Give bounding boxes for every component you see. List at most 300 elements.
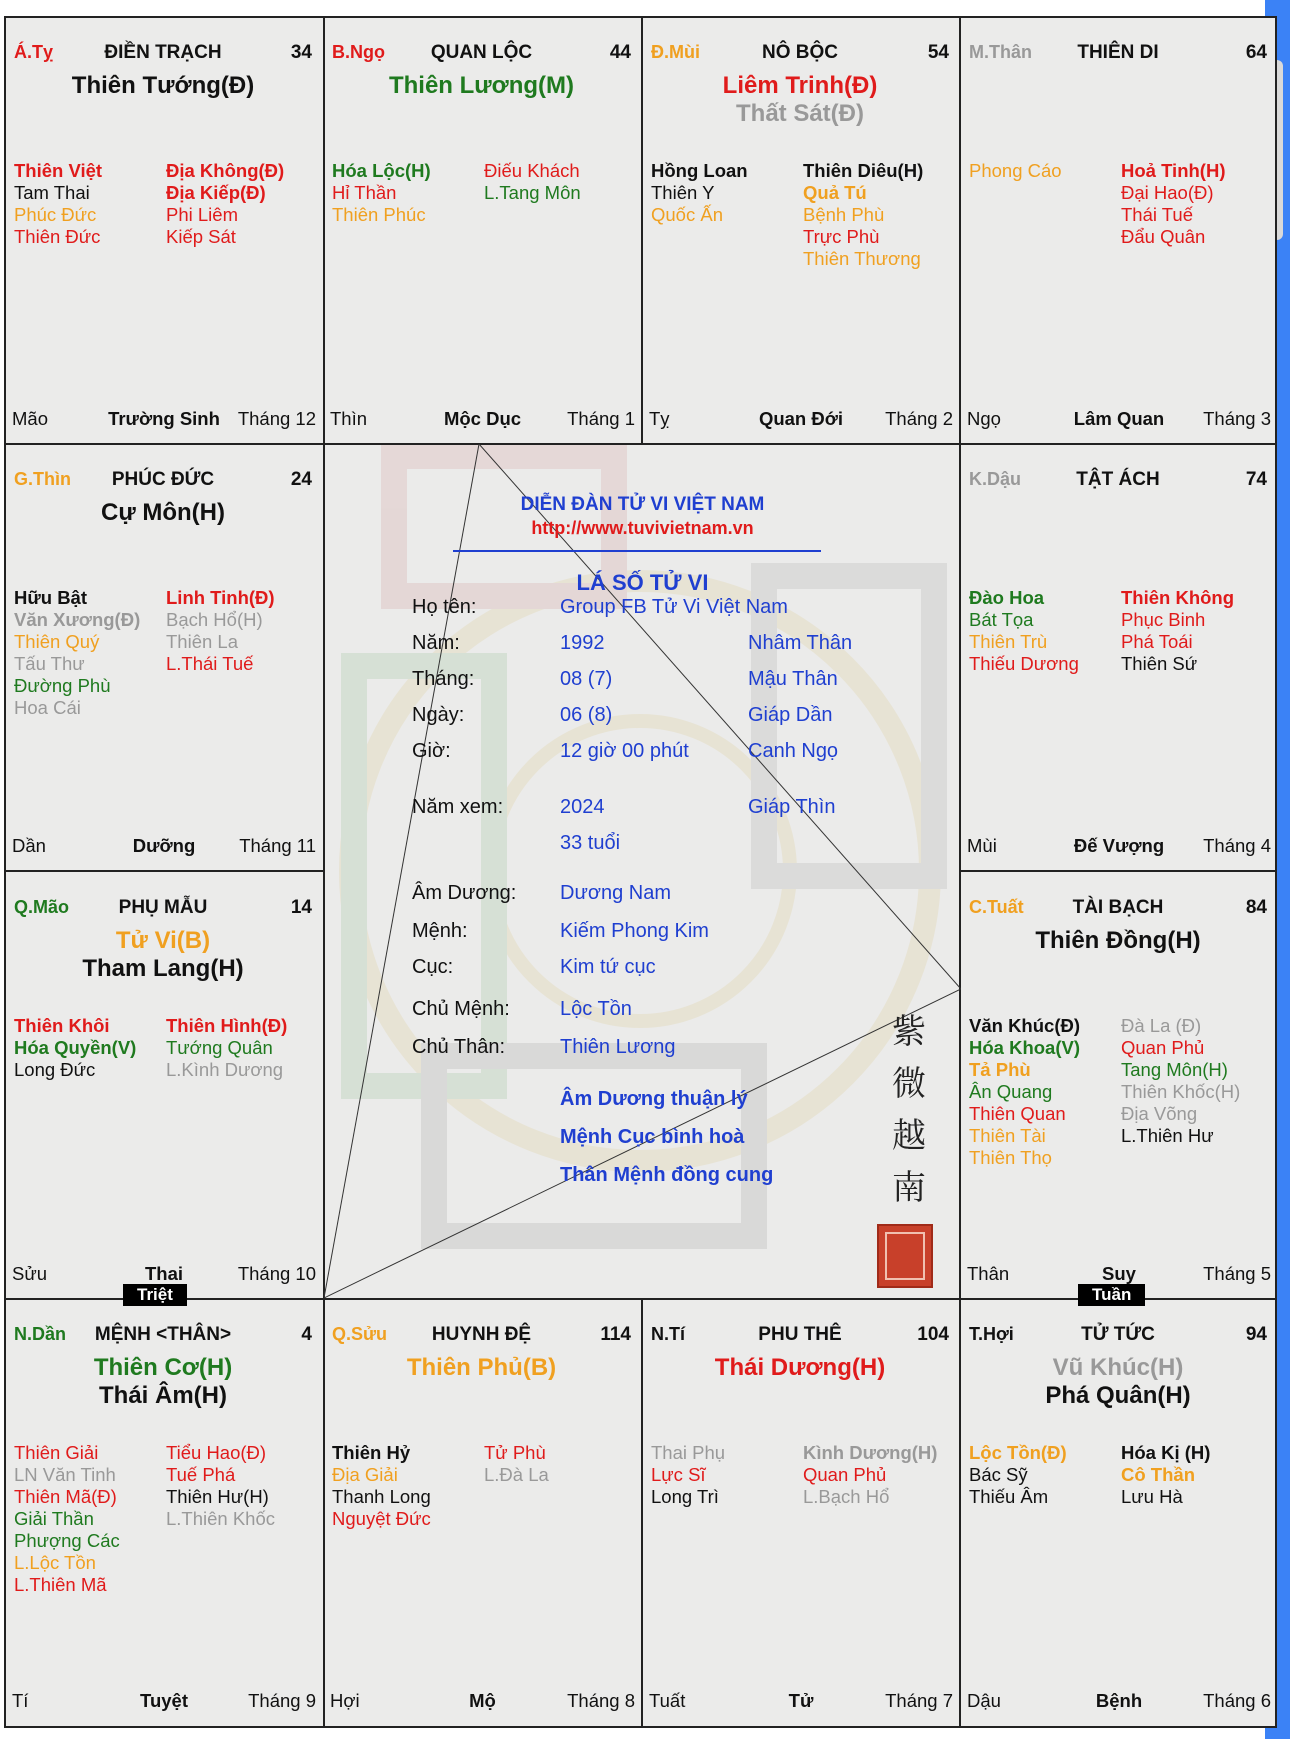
minor-star: Thiên Khôi <box>14 1015 110 1036</box>
palace-number: 74 <box>1245 469 1267 490</box>
minor-star: Phong Cáo <box>969 160 1062 181</box>
minor-star: Thiên Khốc(H) <box>1121 1081 1241 1102</box>
info-label: Mệnh: <box>412 920 468 942</box>
minor-stars-left <box>332 1442 431 1530</box>
main-star: Liêm Trinh(Đ) <box>722 72 878 99</box>
chart-title: LÁ SỐ TỬ VI <box>576 570 709 595</box>
main-star: Thái Âm(H) <box>99 1382 227 1409</box>
minor-star: Thiên Trù <box>969 631 1048 652</box>
life-stage: Suy <box>1102 1263 1136 1284</box>
month-label: Tháng 1 <box>567 408 635 429</box>
minor-star: Tử Phù <box>484 1442 546 1463</box>
minor-star: Kiếp Sát <box>166 226 236 247</box>
heavenly-stem: G.Thìn <box>14 469 71 489</box>
palace-name: THIÊN DI <box>1077 42 1159 63</box>
minor-stars <box>332 1442 635 1672</box>
minor-stars-right <box>166 1442 275 1530</box>
heavenly-stem: N.Tí <box>651 1324 685 1344</box>
minor-star: Thiên Tài <box>969 1125 1046 1146</box>
palace-footer <box>330 408 635 432</box>
minor-star: Phúc Đức <box>14 204 97 225</box>
heavenly-stem: Á.Tỵ <box>14 42 54 62</box>
palace-number: 104 <box>917 1324 949 1345</box>
minor-star: Địa Võng <box>1121 1103 1198 1124</box>
info-label: Chủ Thân: <box>412 1036 506 1058</box>
life-stage: Mộc Dục <box>443 408 522 429</box>
life-stage: Mộ <box>469 1690 496 1711</box>
month-label: Tháng 5 <box>1203 1263 1271 1284</box>
palace-ngo[interactable] <box>322 16 641 444</box>
minor-star: Tấu Thư <box>14 653 85 674</box>
life-stage: Tuyệt <box>140 1690 188 1711</box>
minor-star: Nguyệt Đức <box>332 1508 431 1529</box>
minor-stars-right <box>484 160 581 204</box>
minor-star: Thiên Y <box>651 182 715 203</box>
site-url[interactable]: http://www.tuvivietnam.vn <box>531 518 754 538</box>
minor-stars <box>969 160 1271 390</box>
minor-star: Tả Phù <box>969 1059 1031 1080</box>
minor-stars <box>651 1442 953 1672</box>
palace-dau[interactable] <box>959 443 1277 871</box>
main-star: Thất Sát(Đ) <box>736 100 864 127</box>
palace-name: QUAN LỘC <box>430 42 533 63</box>
minor-stars-right <box>484 1442 549 1486</box>
minor-star: L.Thái Tuế <box>166 653 254 674</box>
life-stage: Tử <box>788 1690 814 1711</box>
seal-character: 越 <box>892 1116 926 1156</box>
minor-stars-left <box>969 587 1079 675</box>
month-label: Tháng 7 <box>885 1690 953 1711</box>
minor-stars <box>969 587 1271 817</box>
month-label: Tháng 8 <box>567 1690 635 1711</box>
palace-header <box>969 469 1267 493</box>
grid-line <box>4 16 6 1728</box>
main-star: Thiên Tướng(Đ) <box>71 72 255 99</box>
info-value: 06 (8) <box>560 704 613 726</box>
palace-number: 54 <box>927 42 949 63</box>
month-label: Tháng 3 <box>1203 408 1271 429</box>
minor-star: Thiên Quý <box>14 631 100 652</box>
life-stage: Lâm Quan <box>1073 408 1165 429</box>
palace-name: HUYNH ĐỆ <box>431 1324 532 1345</box>
minor-star: Bát Tọa <box>969 609 1034 630</box>
earthly-branch: Hợi <box>330 1690 360 1711</box>
minor-star: Hoả Tinh(H) <box>1121 160 1226 181</box>
minor-star: Quan Phủ <box>803 1464 887 1485</box>
minor-star: Địa Không(Đ) <box>166 160 285 181</box>
minor-star: L.Bạch Hổ <box>803 1486 890 1507</box>
palace-header <box>969 897 1267 921</box>
palace-number: 44 <box>609 42 631 63</box>
title-divider <box>453 550 821 552</box>
life-stage: Quan Đới <box>758 408 844 429</box>
heavenly-stem: Q.Sửu <box>332 1324 388 1344</box>
main-stars <box>4 1354 322 1410</box>
palace-name: NÔ BỘC <box>762 42 838 63</box>
minor-star: Quả Tú <box>803 182 867 203</box>
minor-star: Đẩu Quân <box>1121 226 1206 247</box>
minor-star: Thanh Long <box>332 1486 431 1507</box>
minor-star: Linh Tinh(Đ) <box>166 587 275 608</box>
main-stars <box>959 927 1277 955</box>
seal-stamp <box>877 1224 933 1288</box>
minor-star: Thái Tuế <box>1121 204 1193 225</box>
minor-stars-right <box>803 1442 937 1508</box>
main-stars <box>641 72 959 128</box>
seal-character: 南 <box>892 1168 926 1208</box>
palace-number: 94 <box>1245 1324 1267 1345</box>
minor-star: Lực Sĩ <box>651 1464 706 1485</box>
minor-star: Đại Hao(Đ) <box>1121 182 1214 203</box>
minor-star: Thiên Diêu(H) <box>803 160 924 181</box>
palace-name: TẬT ÁCH <box>1076 469 1160 490</box>
minor-stars-left <box>332 160 431 226</box>
minor-stars <box>969 1015 1271 1245</box>
palace-tuat[interactable] <box>959 871 1277 1299</box>
palace-than[interactable] <box>959 16 1277 444</box>
minor-stars <box>332 160 635 390</box>
minor-star: Phá Toái <box>1121 631 1193 652</box>
main-stars <box>4 927 322 983</box>
palace-header <box>14 469 312 493</box>
earthly-branch: Thân <box>967 1263 1010 1284</box>
info-label: Họ tên: <box>412 596 477 618</box>
minor-star: Thiên Mã(Đ) <box>14 1486 117 1507</box>
palace-footer <box>967 835 1271 859</box>
life-stage: Dưỡng <box>132 835 196 856</box>
life-stage: Bệnh <box>1095 1690 1143 1711</box>
palace-number: 64 <box>1245 42 1267 63</box>
minor-star: Hóa Kị (H) <box>1121 1442 1211 1463</box>
minor-star: Hồng Loan <box>651 160 748 181</box>
minor-star: Tiểu Hao(Đ) <box>166 1442 267 1463</box>
palace-name: PHU THÊ <box>758 1324 842 1345</box>
earthly-branch: Dần <box>12 835 46 856</box>
earthly-branch: Thìn <box>330 408 368 429</box>
minor-star: Bệnh Phù <box>803 204 885 225</box>
minor-star: Bác Sỹ <box>969 1464 1028 1485</box>
tuan-tag: Tuần <box>1078 1284 1145 1306</box>
earthly-branch: Dậu <box>967 1690 1001 1711</box>
minor-stars-right <box>166 587 275 675</box>
minor-stars-left <box>14 1442 120 1596</box>
main-star: Thiên Đồng(H) <box>1035 927 1201 954</box>
month-label: Tháng 12 <box>237 408 316 429</box>
info-value: Group FB Tử Vi Việt Nam <box>560 596 788 618</box>
palace-name: TÀI BẠCH <box>1072 897 1164 918</box>
minor-star: Thiên Thương <box>803 248 921 269</box>
palace-footer <box>649 408 953 432</box>
minor-star: Thai Phụ <box>651 1442 726 1463</box>
minor-star: Phượng Các <box>14 1530 120 1551</box>
grid-line <box>641 16 643 444</box>
minor-stars-right <box>803 160 923 270</box>
minor-star: Thiếu Âm <box>969 1486 1049 1507</box>
main-star: Tử Vi(B) <box>115 927 211 954</box>
minor-star: Tang Môn(H) <box>1121 1059 1228 1080</box>
horoscope-chart <box>4 16 1277 1728</box>
minor-star: Hóa Lộc(H) <box>332 160 431 181</box>
palace-name: MỆNH <THÂN> <box>94 1324 232 1345</box>
info-value: Kiếm Phong Kim <box>560 920 709 942</box>
minor-stars-right <box>166 1015 287 1081</box>
main-star: Thiên Lương(M) <box>388 72 575 99</box>
seal-character: 紫 <box>892 1012 926 1052</box>
palace-header <box>651 1324 949 1348</box>
center-info <box>324 444 961 1298</box>
heavenly-stem: Q.Mão <box>14 897 70 917</box>
minor-star: Quan Phủ <box>1121 1037 1205 1058</box>
minor-stars-left <box>14 160 102 248</box>
palace-name: ĐIỀN TRẠCH <box>104 42 222 63</box>
minor-stars-left <box>651 1442 725 1508</box>
heavenly-stem: Đ.Mùi <box>651 42 700 62</box>
month-label: Tháng 4 <box>1203 835 1271 856</box>
minor-star: Hóa Quyền(V) <box>14 1037 137 1058</box>
palace-number: 34 <box>290 42 312 63</box>
palace-number: 24 <box>290 469 312 490</box>
minor-stars-left <box>14 1015 136 1081</box>
minor-stars-left <box>969 1015 1080 1169</box>
minor-star: Kình Dương(H) <box>803 1442 938 1463</box>
minor-star: Thiên La <box>166 631 238 652</box>
info-extra: Nhâm Thân <box>748 632 853 654</box>
minor-star: Ân Quang <box>969 1081 1053 1102</box>
palace-header <box>969 1324 1267 1348</box>
minor-star: Long Đức <box>14 1059 96 1080</box>
palace-mao[interactable] <box>4 871 322 1299</box>
heavenly-stem: C.Tuất <box>969 897 1024 917</box>
earthly-branch: Tỵ <box>649 408 670 429</box>
palace-ty[interactable] <box>4 16 322 444</box>
palace-footer <box>967 408 1271 432</box>
minor-star: Thiên Hỷ <box>332 1442 411 1463</box>
info-label: Năm xem: <box>412 796 504 818</box>
palace-footer <box>12 835 316 859</box>
main-star: Thiên Phủ(B) <box>406 1354 557 1381</box>
palace-name: TỬ TỨC <box>1081 1324 1155 1345</box>
info-value: Kim tứ cục <box>560 956 656 978</box>
main-star: Tham Lang(H) <box>82 955 244 982</box>
info-label: Cục: <box>412 956 454 978</box>
palace-footer <box>12 408 316 432</box>
minor-star: Thiên Quan <box>969 1103 1066 1124</box>
palace-header <box>651 42 949 66</box>
minor-stars-left <box>969 160 1062 182</box>
minor-star: Quốc Ấn <box>651 204 723 225</box>
minor-star: Địa Giải <box>332 1464 398 1485</box>
minor-star: Lộc Tồn(Đ) <box>969 1442 1067 1463</box>
minor-star: Thiên Đức <box>14 226 101 247</box>
palace-name: PHÚC ĐỨC <box>111 469 215 490</box>
minor-star: Tuế Phá <box>166 1464 236 1485</box>
life-stage: Đế Vượng <box>1073 835 1165 856</box>
seal-character: 微 <box>892 1064 926 1104</box>
minor-stars <box>14 1015 316 1245</box>
palace-header <box>14 1324 312 1348</box>
heavenly-stem: T.Hợi <box>969 1324 1014 1344</box>
palace-footer <box>649 1690 953 1714</box>
info-label: Tháng: <box>412 668 475 690</box>
main-stars <box>322 72 641 100</box>
minor-star: Hóa Khoa(V) <box>969 1037 1080 1058</box>
minor-star: Bạch Hổ(H) <box>166 609 263 630</box>
palace-footer <box>12 1690 316 1714</box>
minor-star: Thiên Việt <box>14 160 103 181</box>
month-label: Tháng 6 <box>1203 1690 1271 1711</box>
grid-line <box>4 870 324 872</box>
life-stage: Thai <box>144 1263 184 1284</box>
triet-tag: Triệt <box>123 1284 187 1306</box>
life-stage: Trường Sinh <box>108 408 220 429</box>
palace-header <box>332 1324 631 1348</box>
info-label: Ngày: <box>412 704 465 726</box>
minor-stars <box>14 160 316 390</box>
main-stars <box>4 499 322 527</box>
info-value: Lộc Tồn <box>560 998 632 1020</box>
month-label: Tháng 11 <box>239 835 316 856</box>
minor-stars-left <box>14 587 140 719</box>
info-label: Chủ Mệnh: <box>412 998 510 1020</box>
minor-star: Đào Hoa <box>969 587 1045 608</box>
info-label: Giờ: <box>412 740 451 762</box>
main-star: Thái Dương(H) <box>714 1354 886 1381</box>
palace-footer <box>967 1690 1271 1714</box>
minor-star: Đường Phù <box>14 675 111 696</box>
minor-star: Thiên Hình(Đ) <box>166 1015 288 1036</box>
grid-line <box>960 870 1277 872</box>
main-star: Phá Quân(H) <box>1045 1382 1191 1409</box>
earthly-branch: Sửu <box>12 1263 48 1284</box>
minor-star: L.Thiên Hư <box>1121 1125 1214 1146</box>
earthly-branch: Mão <box>12 408 48 429</box>
palace-number: 84 <box>1245 897 1267 918</box>
info-value: 1992 <box>560 632 605 654</box>
info-value: 33 tuổi <box>560 832 621 854</box>
palace-thin[interactable] <box>4 443 322 871</box>
grid-line <box>1275 16 1277 1728</box>
month-label: Tháng 9 <box>248 1690 316 1711</box>
palace-header <box>14 42 312 66</box>
minor-star: Phi Liêm <box>166 204 238 225</box>
site-title: DIỄN ĐÀN TỬ VI VIỆT NAM <box>520 494 765 515</box>
minor-star: L.Đà La <box>484 1464 549 1485</box>
minor-star: Cô Thần <box>1121 1464 1195 1485</box>
palace-number: 4 <box>301 1324 312 1345</box>
minor-stars <box>969 1442 1271 1672</box>
main-stars <box>322 1354 641 1382</box>
minor-stars-right <box>1121 160 1225 248</box>
earthly-branch: Tuất <box>649 1690 686 1711</box>
info-label: Âm Dương: <box>412 882 517 904</box>
info-value: 12 giờ 00 phút <box>560 740 689 762</box>
minor-star: L.Thiên Mã <box>14 1574 107 1595</box>
minor-star: Hoa Cái <box>14 697 81 718</box>
minor-star: Điếu Khách <box>484 160 580 181</box>
info-value: 2024 <box>560 796 605 818</box>
minor-star: Thiếu Dương <box>969 653 1079 674</box>
heavenly-stem: N.Dần <box>14 1324 67 1344</box>
earthly-branch: Mùi <box>967 835 997 856</box>
heavenly-stem: B.Ngọ <box>332 42 385 62</box>
minor-star: Thiên Thọ <box>969 1147 1052 1168</box>
minor-star: Thiên Không <box>1121 587 1235 608</box>
minor-star: Trực Phù <box>803 226 880 247</box>
main-stars <box>4 72 322 100</box>
heavenly-stem: M.Thân <box>969 42 1032 62</box>
minor-star: Phục Binh <box>1121 609 1206 630</box>
heavenly-stem: K.Dậu <box>969 469 1022 489</box>
minor-star: Tam Thai <box>14 182 90 203</box>
info-value: Dương Nam <box>560 882 671 904</box>
main-stars <box>959 1354 1277 1410</box>
minor-star: Giải Thần <box>14 1508 94 1529</box>
info-label: Năm: <box>412 632 460 654</box>
minor-star: Hữu Bật <box>14 587 88 608</box>
palace-footer <box>330 1690 635 1714</box>
minor-star: Thiên Sứ <box>1121 653 1198 674</box>
minor-stars-left <box>969 1442 1067 1508</box>
minor-star: Thiên Hư(H) <box>166 1486 269 1507</box>
info-value: 08 (7) <box>560 668 613 690</box>
info-extra: Mậu Thân <box>748 668 838 690</box>
minor-stars <box>14 587 316 817</box>
minor-star: L.Lộc Tồn <box>14 1552 96 1573</box>
minor-stars <box>14 1442 316 1672</box>
minor-star: Long Trì <box>651 1486 719 1507</box>
minor-star: Tướng Quân <box>166 1037 273 1058</box>
minor-star: Hỉ Thần <box>332 182 397 203</box>
minor-star: L.Thiên Khốc <box>166 1508 276 1529</box>
palace-header <box>14 897 312 921</box>
minor-star: Thiên Phúc <box>332 204 426 225</box>
minor-star: Đà La (Đ) <box>1121 1015 1202 1036</box>
palace-hoi[interactable] <box>959 1298 1277 1726</box>
minor-star: Thiên Giải <box>14 1442 99 1463</box>
minor-star: L.Kình Dương <box>166 1059 284 1080</box>
summary-note: Mệnh Cục bình hoà <box>560 1126 745 1148</box>
info-extra: Giáp Thìn <box>748 796 836 818</box>
minor-star: Lưu Hà <box>1121 1486 1183 1507</box>
minor-stars <box>651 160 953 390</box>
palace-suu[interactable] <box>322 1298 641 1726</box>
minor-star: Văn Khúc(Đ) <box>969 1015 1080 1036</box>
summary-note: Thân Mệnh đồng cung <box>560 1164 774 1186</box>
palace-name: PHỤ MẪU <box>118 897 208 918</box>
palace-dan[interactable] <box>4 1298 322 1726</box>
palace-header <box>332 42 631 66</box>
minor-star: L.Tang Môn <box>484 182 581 203</box>
info-value: Thiên Lương <box>560 1036 676 1058</box>
main-star: Cự Môn(H) <box>100 499 225 526</box>
minor-stars-right <box>166 160 284 248</box>
palace-mui[interactable] <box>641 16 959 444</box>
earthly-branch: Ngọ <box>967 408 1001 429</box>
minor-star: LN Văn Tinh <box>14 1464 116 1485</box>
main-star: Vũ Khúc(H) <box>1052 1354 1184 1381</box>
info-extra: Giáp Dần <box>748 704 833 726</box>
minor-stars-right <box>1121 587 1234 675</box>
main-star: Thiên Cơ(H) <box>93 1354 233 1381</box>
summary-note: Âm Dương thuận lý <box>560 1088 748 1110</box>
palace-number: 14 <box>290 897 312 918</box>
minor-stars-left <box>651 160 748 226</box>
minor-stars-right <box>1121 1442 1210 1508</box>
month-label: Tháng 10 <box>237 1263 316 1284</box>
palace-ti[interactable] <box>641 1298 959 1726</box>
palace-number: 114 <box>600 1324 631 1345</box>
grid-line <box>641 1298 643 1728</box>
